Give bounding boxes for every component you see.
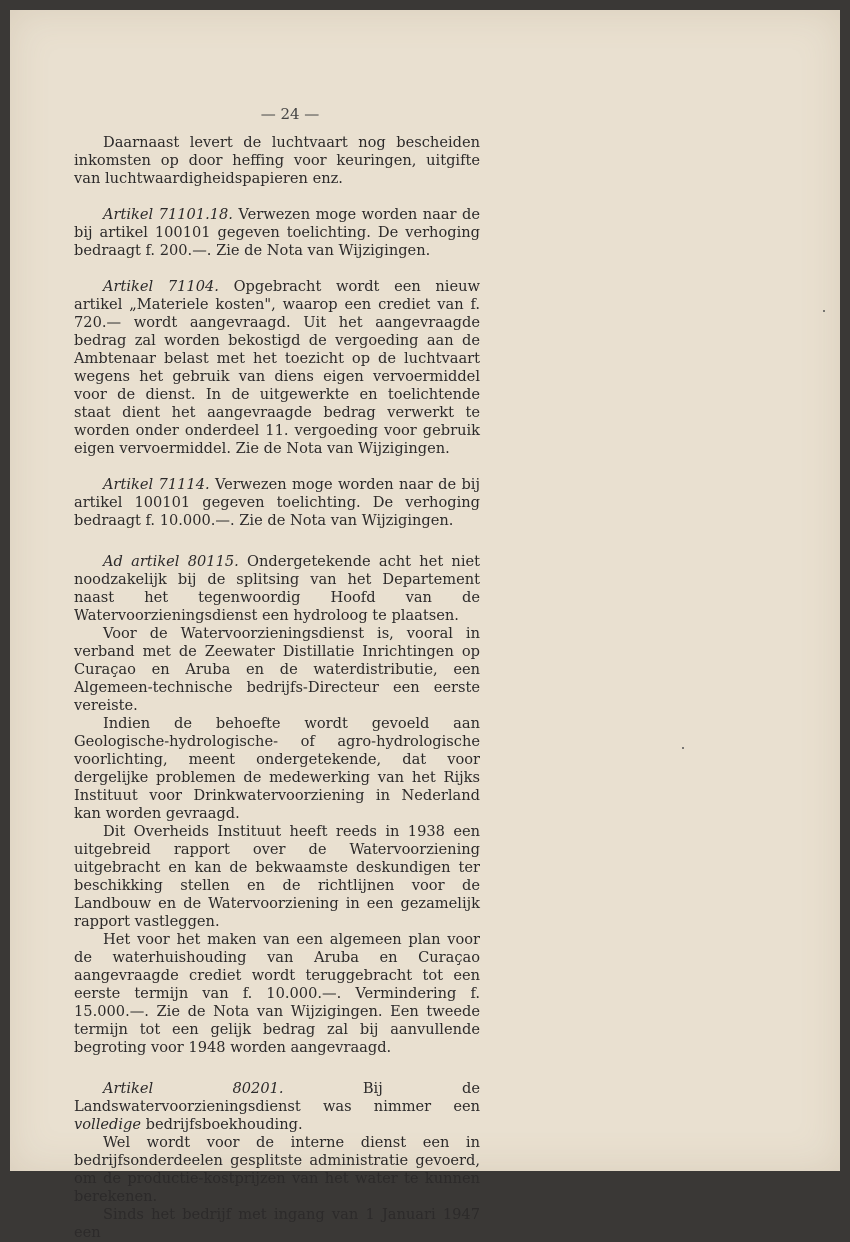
paragraph-overheids-instituut [74, 823, 480, 931]
paragraph-text: Het voor het maken van een algemeen plan voor de waterhuishouding van Aruba en Curaçao aangevraagde crediet wordt teruggebracht tot een eerste termijn van f. 10.000.—. Vermindering f. 15.000.—. Zie de Nota van Wijzigingen. Een tweede termijn tot een gelijk bedrag zal bij aanvullende begroting voor 1948 worden aangevraagd. [74, 931, 480, 1056]
article-lead: Artikel 71114. [103, 476, 210, 493]
paper-speck [823, 310, 825, 312]
paragraph-text: Daarnaast levert de luchtvaart nog bescheiden inkomsten op door heffing voor keuringen, uitgifte van luchtwaardigheidspapieren enz. [74, 134, 480, 187]
text-column [74, 134, 480, 1242]
paragraph-interne-dienst [74, 1134, 480, 1206]
paragraph-text: Voor de Watervoorzieningsdienst is, vooral in verband met de Zeewater Distillatie Inrichtingen op Curaçao en Aruba en de waterdistributie, een Algemeen-technische bedrijfs-Directeur een eerste vereiste. [74, 625, 480, 714]
paragraph-sinds-1947 [74, 1206, 480, 1242]
paragraph-text: Verwezen moge worden naar de bij artikel 100101 gegeven toelichting. De verhoging bedraagt f. 10.000.—. Zie de Nota van Wijzigingen. [74, 476, 480, 529]
article-lead: Artikel 80201. [103, 1080, 284, 1097]
paragraph-text: Sinds het bedrijf met ingang van 1 Januari 1947 een [74, 1206, 480, 1241]
paragraph-waterhuishouding-plan [74, 931, 480, 1057]
paragraph-artikel-71101-18 [74, 206, 480, 260]
paragraph-artikel-80201 [74, 1080, 480, 1134]
paragraph-artikel-71104 [74, 278, 480, 458]
paragraph-text: bedrijfsboekhouding. [141, 1116, 303, 1133]
paragraph-artikel-71114 [74, 476, 480, 530]
paragraph-text: Indien de behoefte wordt gevoeld aan Geologische-hydrologische- of agro-hydrologische voorlichting, meent ondergetekende, dat voor dergelijke problemen de medewerking van het Rijks Instituut voor Drinkwatervoorziening in Nederland kan worden gevraagd. [74, 715, 480, 822]
paragraph-text: Wel wordt voor de interne dienst een in bedrijfsonderdeelen gesplitste administratie gevoerd, om de productie-kostprijzen van het water te kunnen berekenen. [74, 1134, 480, 1205]
paragraph-text: Dit Overheids Instituut heeft reeds in 1938 een uitgebreid rapport over de Watervoorziening uitgebracht en kan de bekwaamste deskundigen ter beschikking stellen en de richtlijnen voor de Landbouw en de Watervoorziening in een gezamelijk rapport vastleggen. [74, 823, 480, 930]
paragraph-text: Bij de Landswatervoorzieningsdienst was nimmer een [74, 1080, 480, 1115]
emphasized-word: volledige [74, 1116, 141, 1133]
paper-speck [682, 747, 684, 749]
paragraph-text: Ondergetekende acht het niet noodzakelijk bij de splitsing van het Departement naast het tegenwoordig Hoofd van de Watervoorzieningsdienst een hydroloog te plaatsen. [74, 553, 480, 624]
article-lead: Artikel 71104. [103, 278, 219, 295]
article-lead: Ad artikel 80115. [103, 553, 239, 570]
paragraph-geologische-voorlichting [74, 715, 480, 823]
paragraph-watervoorzieningsdienst [74, 625, 480, 715]
document-page [10, 10, 840, 1241]
paragraph-text: Verwezen moge worden naar de bij artikel 100101 gegeven toelichting. De verhoging bedraagt f. 200.—. Zie de Nota van Wijzigingen. [74, 206, 480, 259]
article-lead: Artikel 71101.18. [103, 206, 233, 223]
page-number: — 24 — [260, 105, 320, 123]
paragraph-luchtvaart-inkomsten [74, 134, 480, 188]
paragraph-ad-artikel-80115 [74, 553, 480, 625]
paragraph-text: Opgebracht wordt een nieuw artikel „Materiele kosten", waarop een crediet van f. 720.— wordt aangevraagd. Uit het aangevraagde bedrag zal worden bekostigd de vergoeding aan de Ambtenaar belast met het toezicht op de luchtvaart wegens het gebruik van diens eigen vervoermiddel voor de dienst. In de uitgewerkte en toelichtende staat dient het aangevraagde bedrag verwerkt te worden onder onderdeel 11. vergoeding voor gebruik eigen vervoermiddel. Zie de Nota van Wijzigingen. [74, 278, 480, 457]
